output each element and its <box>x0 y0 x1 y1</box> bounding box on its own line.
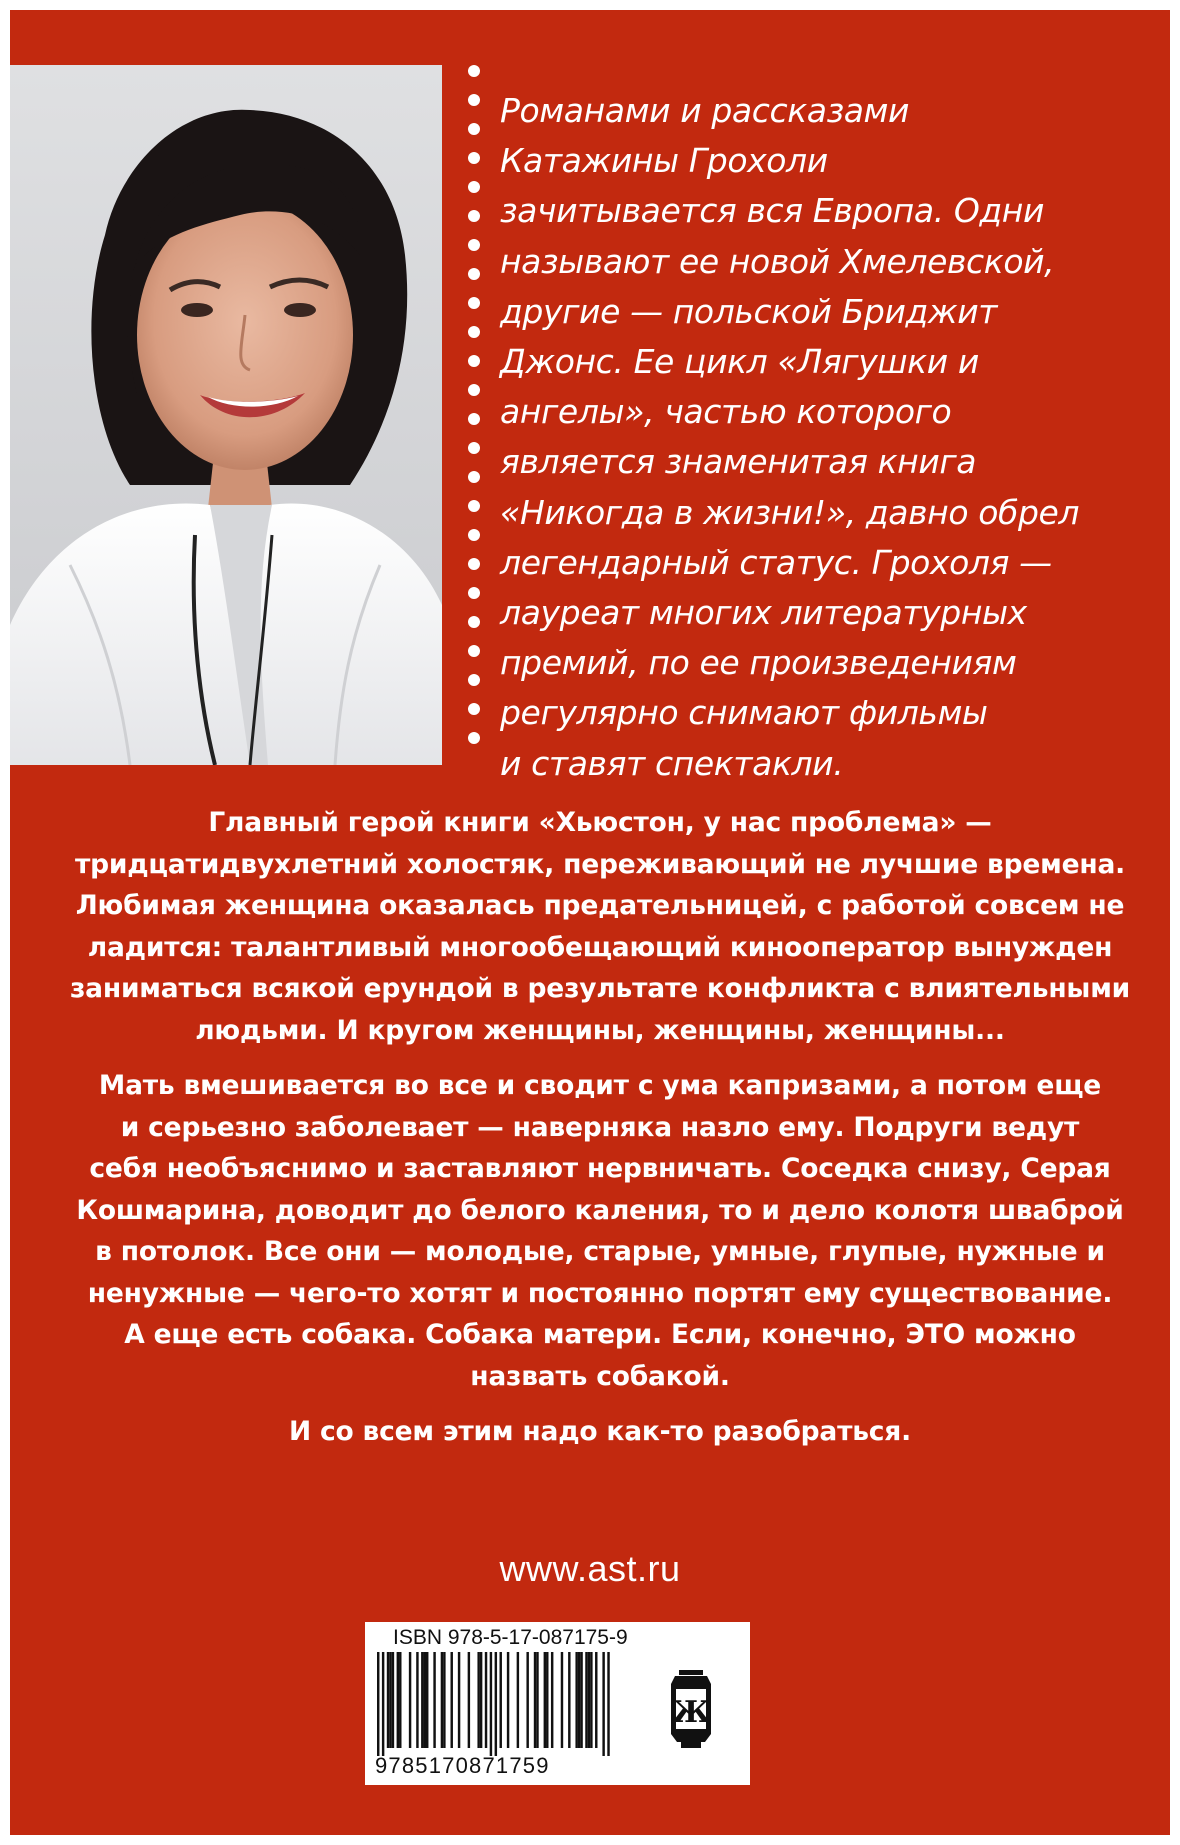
divider-dot <box>468 65 480 77</box>
barcode-bar <box>468 1652 470 1748</box>
barcode-bar <box>568 1652 570 1748</box>
author-blurb-line: Джонс. Ее цикл «Лягушки и <box>500 342 979 382</box>
barcode-bar <box>561 1652 563 1748</box>
barcode-bar <box>477 1652 479 1748</box>
barcode-bar <box>495 1652 497 1756</box>
barcode-bar <box>507 1652 509 1748</box>
description-paragraph <box>40 802 1160 1051</box>
divider-dot <box>468 181 480 193</box>
barcode-bar <box>443 1652 445 1748</box>
description-line: Мать вмешивается во все и сводит с ума капризами, а потом еще <box>98 1070 1102 1101</box>
description-line: себя необъяснимо и заставляют нервничать. Соседка снизу, Серая <box>89 1153 1111 1184</box>
divider-dot <box>468 152 480 164</box>
divider-dot <box>468 645 480 657</box>
description-paragraph <box>40 1065 1160 1397</box>
isbn-label: ISBN 978-5-17-087175-9 <box>393 1626 628 1649</box>
barcode-bar <box>544 1652 546 1748</box>
description-line: людьми. И кругом женщины, женщины, женщины... <box>195 1014 1005 1046</box>
description-line: и серьезно заболевает — наверняка назло ему. Подруги ведут <box>120 1111 1080 1143</box>
barcode-bar <box>433 1652 435 1748</box>
barcode-bar <box>480 1652 482 1748</box>
author-blurb-line: регулярно снимают фильмы <box>500 693 988 733</box>
divider-dot <box>468 442 480 454</box>
author-blurb-line: и ставят спектакли. <box>500 743 844 783</box>
divider-dot <box>468 355 480 367</box>
description-line: в потолок. Все они — молодые, старые, умные, глупые, нужные и <box>95 1236 1105 1267</box>
author-blurb-line: ангелы», частью которого <box>500 392 952 432</box>
divider-dot <box>468 703 480 715</box>
barcode-bar <box>575 1652 577 1748</box>
divider-dot <box>468 529 480 541</box>
divider-dot <box>468 732 480 744</box>
barcode-bar <box>416 1652 418 1748</box>
barcode-bar <box>392 1652 394 1748</box>
barcode-bar <box>377 1652 379 1756</box>
author-blurb-line: премий, по ее произведениям <box>500 643 1017 683</box>
book-description <box>40 802 1160 1467</box>
barcode-bar <box>382 1652 384 1756</box>
description-line: заниматься всякой ерундой в результате конфликта с влиятельными <box>69 973 1131 1004</box>
author-blurb-line: другие — польской Бриджит <box>500 291 998 331</box>
barcode-bar <box>451 1652 453 1748</box>
svg-text:Ж: Ж <box>671 1695 711 1730</box>
description-line: ладится: талантливый многообещающий кинооператор вынужден <box>87 931 1113 963</box>
description-line: И со всем этим надо как-то разобраться. <box>289 1416 911 1447</box>
barcode-bar <box>580 1652 582 1748</box>
author-blurb-line: «Никогда в жизни!», давно обрел <box>500 492 1080 532</box>
author-blurb-line: лауреат многих литературных <box>500 593 1027 633</box>
barcode-bar <box>458 1652 460 1748</box>
divider-dot <box>468 268 480 280</box>
barcode-bar <box>578 1652 580 1748</box>
author-blurb-line: Романами и рассказами <box>500 91 910 130</box>
description-line: Кошмарина, доводит до белого каления, то и дело колотя шваброй <box>76 1194 1124 1226</box>
barcode-bar <box>421 1652 423 1748</box>
barcode-bar <box>485 1652 487 1748</box>
barcode-bar <box>607 1652 609 1756</box>
description-paragraph <box>40 1411 1160 1453</box>
divider-dot <box>468 674 480 686</box>
divider-dot <box>468 558 480 570</box>
barcode-panel <box>365 1622 750 1785</box>
barcode-bar <box>534 1652 536 1748</box>
publisher-website[interactable]: www.ast.ru <box>499 1548 681 1589</box>
barcode-bar <box>588 1652 590 1748</box>
divider-dot <box>468 587 480 599</box>
author-blurb-line: Катажины Грохоли <box>500 141 828 181</box>
dotted-divider <box>468 65 484 755</box>
divider-dot <box>468 616 480 628</box>
divider-dot <box>468 239 480 251</box>
author-blurb-line: зачитывается вся Европа. Одни <box>500 191 1045 231</box>
barcode-digits: 9785170871759 <box>375 1753 550 1778</box>
barcode-bar <box>551 1652 553 1748</box>
barcode-bar <box>602 1652 604 1756</box>
divider-dot <box>468 500 480 512</box>
author-blurb-line: называют ее новой Хмелевской, <box>500 241 1055 281</box>
divider-dot <box>468 471 480 483</box>
author-photo <box>10 65 442 765</box>
barcode-bar <box>387 1652 389 1748</box>
barcode-bar <box>590 1652 592 1748</box>
author-blurb-line: легендарный статус. Грохоля — <box>500 542 1052 582</box>
divider-dot <box>468 210 480 222</box>
description-line: Любимая женщина оказалась предательницей, с работой совсем не <box>75 890 1125 921</box>
barcode-bar <box>409 1652 411 1748</box>
barcode-bar <box>399 1652 401 1748</box>
barcode-bar <box>441 1652 443 1748</box>
description-line: тридцатидвухлетний холостяк, переживающий не лучшие времена. <box>74 848 1126 880</box>
barcode-bar <box>490 1652 492 1756</box>
description-line: Главный герой книги «Хьюстон, у нас проблема» — <box>208 807 992 838</box>
barcode-bar <box>426 1652 428 1748</box>
barcode-bar <box>595 1652 597 1748</box>
description-line: ненужные — чего-то хотят и постоянно портят ему существование. <box>87 1277 1113 1309</box>
divider-dot <box>468 94 480 106</box>
barcode-bar <box>397 1652 399 1748</box>
barcode-bar <box>517 1652 519 1748</box>
divider-dot <box>468 384 480 396</box>
barcode-bar <box>585 1652 587 1748</box>
divider-dot <box>468 297 480 309</box>
barcode-bar <box>500 1652 502 1748</box>
barcode-bar <box>526 1652 528 1748</box>
author-blurb-line: является знаменитая книга <box>500 442 977 482</box>
author-blurb <box>500 86 1160 789</box>
barcode-bar <box>546 1652 548 1748</box>
divider-dot <box>468 123 480 135</box>
barcode <box>377 1652 627 1756</box>
barcode-bar <box>536 1652 538 1748</box>
back-cover <box>10 10 1170 1835</box>
barcode-bar <box>424 1652 426 1748</box>
barcode-bar <box>389 1652 391 1748</box>
divider-dot <box>468 326 480 338</box>
description-line: А еще есть собака. Собака матери. Если, конечно, ЭТО можно <box>124 1319 1076 1350</box>
publisher-logo-icon <box>665 1670 717 1748</box>
description-line: назвать собакой. <box>470 1360 730 1392</box>
divider-dot <box>468 413 480 425</box>
